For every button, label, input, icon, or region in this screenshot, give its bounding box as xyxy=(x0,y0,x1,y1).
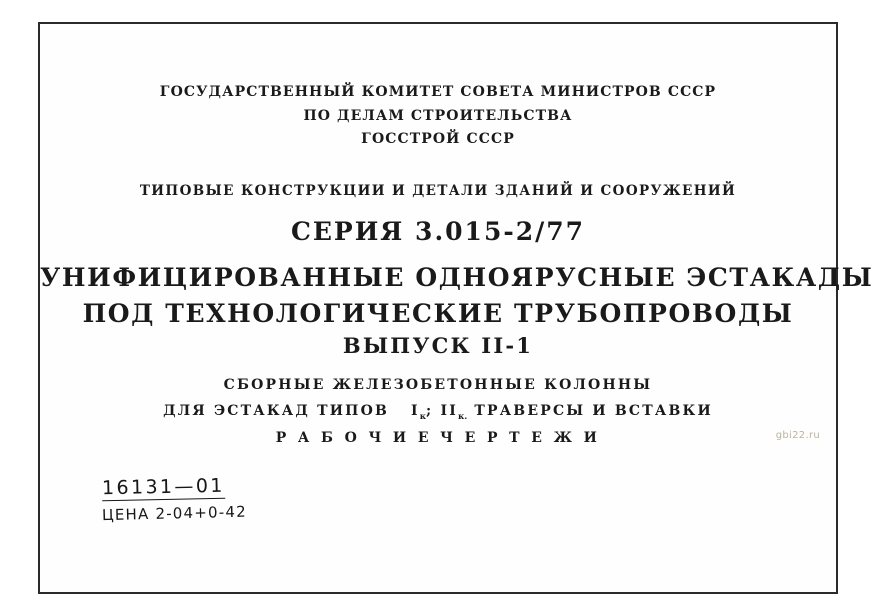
description-types-suffix: ТРАВЕРСЫ И ВСТАВКИ xyxy=(474,402,713,419)
stamp-price: ЦЕНА 2-04+0-42 xyxy=(101,502,248,525)
authority-line-2: ПО ДЕЛАМ СТРОИТЕЛЬСТВА xyxy=(303,107,573,124)
description-line-2 xyxy=(40,403,836,423)
stamp-code: 16131—01 xyxy=(101,474,226,500)
series-designation xyxy=(40,216,836,247)
type-2-label: II xyxy=(440,402,458,419)
authority-line-1: ГОСУДАРСТВЕННЫЙ КОМИТЕТ СОВЕТА МИНИСТРОВ СССР xyxy=(159,84,717,100)
main-title-line-1: УНИФИЦИРОВАННЫЕ ОДНОЯРУСНЫЕ ЭСТАКАДЫ xyxy=(40,263,874,292)
type-separator: ; xyxy=(426,402,434,419)
type-1-label: I xyxy=(411,402,420,419)
title-sheet xyxy=(38,22,874,594)
type-1-subscript: к xyxy=(419,411,427,422)
series-text: СЕРИЯ 3.015-2/77 xyxy=(290,217,586,246)
description-types-prefix: ДЛЯ ЭСТАКАД ТИПОВ xyxy=(163,402,390,419)
watermark-label: gbi22.ru xyxy=(775,430,820,441)
issue-designation xyxy=(40,333,836,359)
issuing-authority-header xyxy=(40,84,836,149)
document-category xyxy=(40,183,836,200)
description-line-1: СБОРНЫЕ ЖЕЛЕЗОБЕТОННЫЕ КОЛОННЫ xyxy=(223,377,653,393)
handwritten-stamp xyxy=(101,474,362,525)
category-line: ТИПОВЫЕ КОНСТРУКЦИИ И ДЕТАЛИ ЗДАНИЙ И СООРУЖЕНИЙ xyxy=(139,183,737,199)
description-line-3: Р А Б О Ч И Е Ч Е Р Т Е Ж И xyxy=(275,430,601,447)
authority-line-3: ГОССТРОЙ СССР xyxy=(361,131,515,147)
contents-description xyxy=(40,377,836,448)
main-title-line-2: ПОД ТЕХНОЛОГИЧЕСКИЕ ТРУБОПРОВОДЫ xyxy=(82,299,794,329)
main-title xyxy=(40,262,874,330)
issue-text: ВЫПУСК II-1 xyxy=(342,333,534,358)
type-2-subscript: к. xyxy=(457,411,468,422)
